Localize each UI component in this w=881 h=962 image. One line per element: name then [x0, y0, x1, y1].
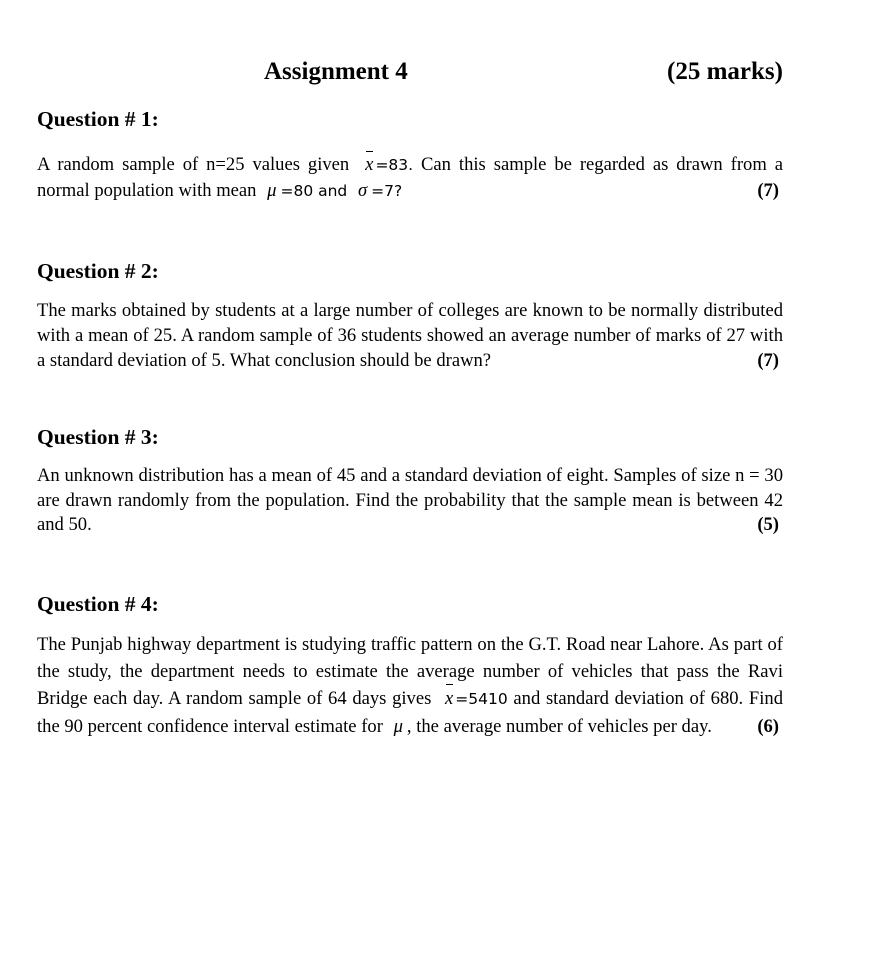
question-1-heading: Question # 1: — [37, 107, 159, 131]
q1-text-part-2: Can this sample be regarded as drawn from a normal population with mean — [37, 154, 784, 201]
question-1-marks: (7) — [757, 180, 779, 201]
total-marks: (25 marks) — [667, 58, 783, 85]
question-2-marks: (7) — [757, 350, 779, 371]
question-2 — [37, 258, 783, 373]
question-4-heading: Question # 4: — [37, 592, 159, 616]
question-1-text — [37, 152, 783, 204]
assignment-title: Assignment 4 — [264, 58, 408, 85]
q1-xbar-value: =83. — [375, 156, 414, 174]
q2-text: The marks obtained by students at a large number of colleges are known to be normally distributed with a mean of 25. A random sample of 36 students showed an average number of marks of 27 with a standard deviation of 5. What conclusion should be drawn? — [37, 300, 783, 371]
q1-mu-value: =80 and — [280, 182, 348, 200]
question-3-heading: Question # 3: — [37, 425, 159, 449]
question-2-text — [37, 298, 783, 373]
q4-text-part-3: , the average number of vehicles per day. — [406, 716, 712, 737]
q1-text-part-1: A random sample of n=25 values given — [37, 154, 350, 175]
page-header — [0, 58, 881, 92]
question-3 — [37, 424, 783, 538]
question-2-heading: Question # 2: — [37, 259, 159, 283]
q4-xbar-value: =5410 — [455, 690, 508, 708]
q1-sigma-value: =7? — [371, 182, 403, 200]
q4-xbar-symbol: x — [445, 685, 453, 712]
q1-xbar-symbol: x — [365, 154, 374, 175]
question-4 — [37, 591, 783, 740]
q4-mu-symbol: μ — [393, 716, 403, 737]
question-4-text — [37, 631, 783, 740]
q1-sigma-symbol: σ — [357, 180, 368, 201]
question-1 — [37, 106, 783, 204]
question-3-text — [37, 464, 783, 538]
q4-text-part-1: The Punjab highway department is studying traffic pattern on the G.T. Road near Lahore. As part of the study, the department needs to estimate the average number of vehicles that pass the Ravi Bridge each day. A random sample of 64 days gives — [37, 634, 783, 709]
question-3-marks: (5) — [757, 514, 779, 535]
q4-text-part-2: and standard deviation of 680. Find the 90 percent confidence interval estimate for — [37, 688, 783, 737]
question-4-marks: (6) — [757, 716, 779, 737]
q3-text: An unknown distribution has a mean of 45 and a standard deviation of eight. Samples of size n = 30 are drawn randomly from the population. Find the probability that the sample mean is between 42 and 50. — [37, 465, 783, 535]
q1-mu-symbol: μ — [267, 180, 277, 201]
